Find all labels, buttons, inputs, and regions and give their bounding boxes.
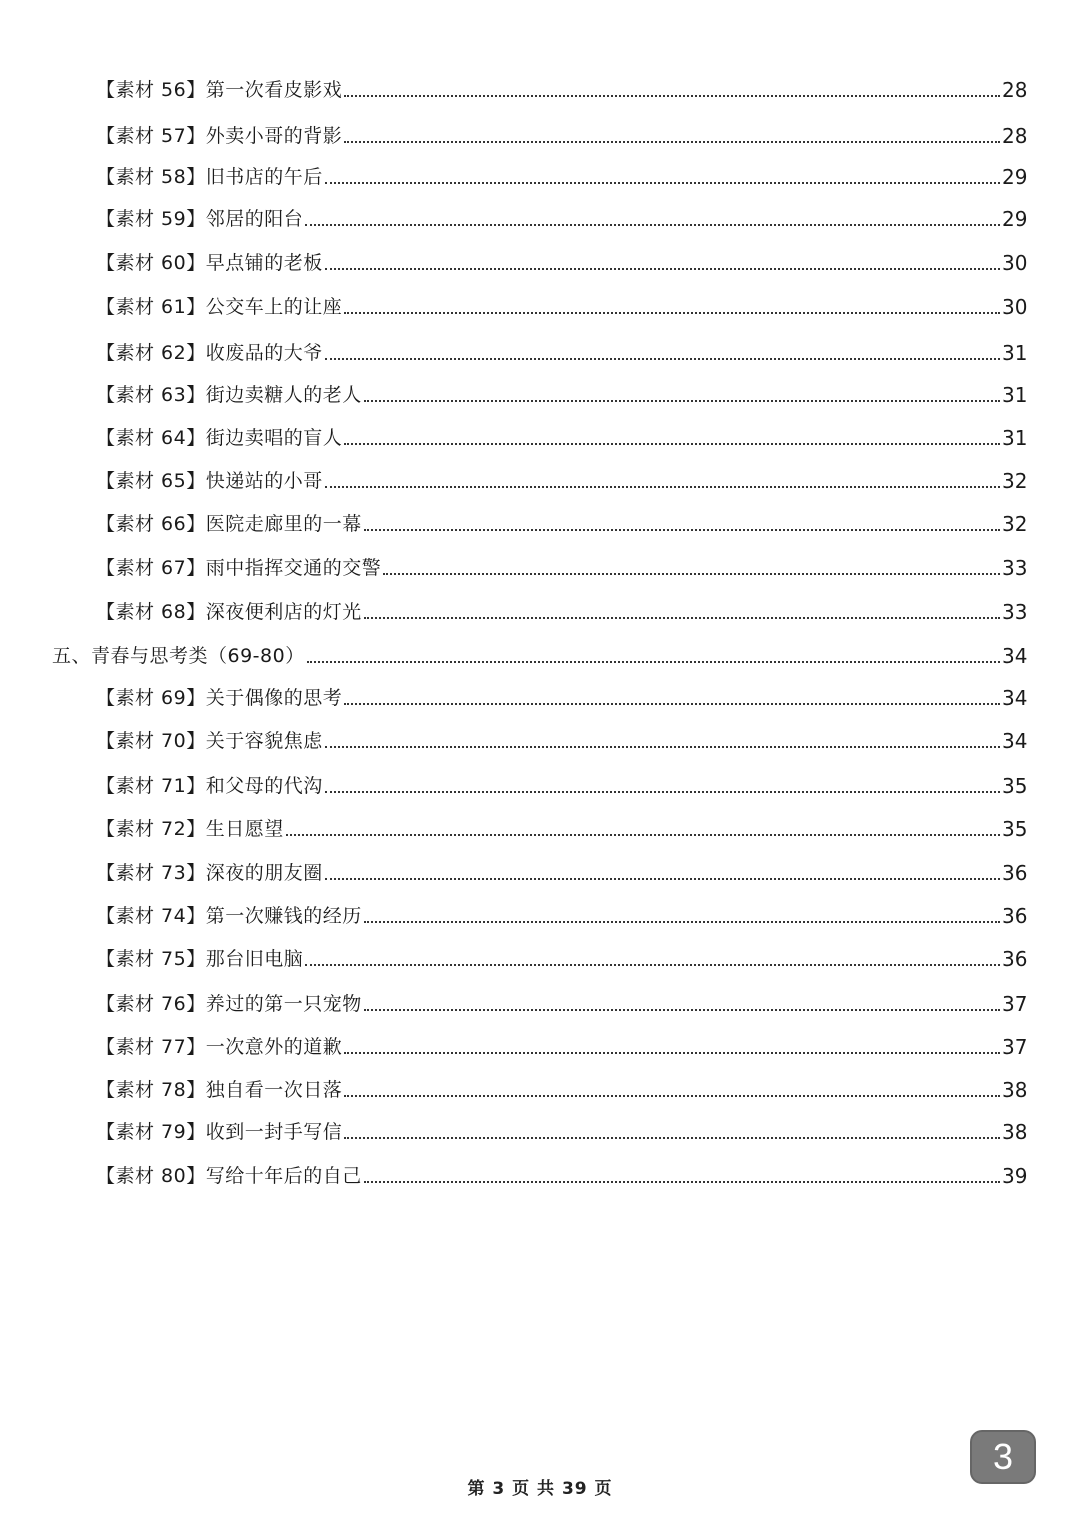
toc-entry-title: 【素材 69】关于偶像的思考: [96, 687, 343, 709]
dot-leader: [344, 311, 1000, 314]
toc-entry[interactable]: [0, 201, 1080, 231]
toc-entry-title: 【素材 67】雨中指挥交通的交警: [96, 557, 382, 579]
toc-entry[interactable]: [0, 463, 1080, 493]
toc-entry-title: 【素材 75】那台旧电脑: [96, 948, 304, 970]
toc-entry[interactable]: [0, 986, 1080, 1016]
toc-entry-title: 【素材 74】第一次赚钱的经历: [96, 905, 362, 927]
toc-page-number: 34: [1002, 686, 1028, 710]
dot-leader: [305, 223, 1000, 226]
dot-leader: [344, 1136, 1000, 1139]
dot-leader: [364, 528, 1000, 531]
dot-leader: [305, 963, 1000, 966]
toc-entry[interactable]: [0, 377, 1080, 407]
toc-entry-title: 【素材 71】和父母的代沟: [96, 775, 323, 797]
dot-leader: [325, 267, 1000, 270]
toc-entry-title: 【素材 80】写给十年后的自己: [96, 1165, 362, 1187]
dot-leader: [344, 1051, 1000, 1054]
dot-leader: [364, 1180, 1000, 1183]
toc-entry[interactable]: [0, 245, 1080, 275]
toc-entry-title: 【素材 57】外卖小哥的背影: [96, 125, 343, 147]
dot-leader: [344, 1094, 1000, 1097]
toc-entry[interactable]: [0, 811, 1080, 841]
toc-page-number: 37: [1002, 1035, 1028, 1059]
toc-entry-title: 【素材 79】收到一封手写信: [96, 1121, 343, 1143]
toc-entry[interactable]: [0, 768, 1080, 798]
toc-page-number: 37: [1002, 992, 1028, 1016]
dot-leader: [325, 745, 1000, 748]
toc-entry-title: 【素材 60】早点铺的老板: [96, 252, 323, 274]
toc-page-number: 36: [1002, 947, 1028, 971]
toc-entry[interactable]: [0, 1158, 1080, 1188]
toc-entry[interactable]: [0, 506, 1080, 536]
toc-page-number: 30: [1002, 251, 1028, 275]
dot-leader: [344, 702, 1000, 705]
toc-entry-title: 【素材 77】一次意外的道歉: [96, 1036, 343, 1058]
toc-page-number: 28: [1002, 78, 1028, 102]
toc-page-number: 31: [1002, 341, 1028, 365]
toc-page-number: 39: [1002, 1164, 1028, 1188]
toc-entry[interactable]: [0, 1029, 1080, 1059]
toc-entry-title: 【素材 66】医院走廊里的一幕: [96, 513, 362, 535]
page-footer: 第 3 页 共 39 页: [467, 1479, 613, 1499]
toc-entry[interactable]: [0, 118, 1080, 148]
toc-entry[interactable]: [0, 289, 1080, 319]
dot-leader: [325, 181, 1000, 184]
toc-entry[interactable]: [0, 723, 1080, 753]
toc-entry-title: 【素材 64】街边卖唱的盲人: [96, 427, 343, 449]
dot-leader: [344, 94, 1000, 97]
dot-leader: [364, 920, 1000, 923]
toc-page-number: 38: [1002, 1078, 1028, 1102]
toc-entry-title: 【素材 58】旧书店的午后: [96, 166, 323, 188]
toc-entry[interactable]: [0, 898, 1080, 928]
toc-entry[interactable]: [0, 594, 1080, 624]
toc-entry[interactable]: [0, 550, 1080, 580]
page-number-badge: 3: [970, 1430, 1036, 1484]
toc-entry[interactable]: [0, 72, 1080, 102]
toc-page-number: 31: [1002, 426, 1028, 450]
dot-leader: [364, 1008, 1000, 1011]
toc-page-number: 36: [1002, 904, 1028, 928]
toc-page-number: 30: [1002, 295, 1028, 319]
toc-page-number: 36: [1002, 861, 1028, 885]
toc-page-number: 33: [1002, 556, 1028, 580]
toc-entry[interactable]: [0, 941, 1080, 971]
dot-leader: [325, 790, 1000, 793]
toc-page-number: 31: [1002, 383, 1028, 407]
toc-page-number: 34: [1002, 644, 1028, 668]
toc-entry-title: 【素材 56】第一次看皮影戏: [96, 79, 343, 101]
toc-page-number: 33: [1002, 600, 1028, 624]
toc-page-number: 34: [1002, 729, 1028, 753]
toc-page-number: 35: [1002, 774, 1028, 798]
toc-entry-title: 【素材 62】收废品的大爷: [96, 342, 323, 364]
toc-page-number: 38: [1002, 1120, 1028, 1144]
dot-leader: [325, 877, 1000, 880]
dot-leader: [364, 399, 1000, 402]
dot-leader: [307, 660, 1000, 663]
dot-leader: [364, 616, 1000, 619]
toc-entry[interactable]: [0, 335, 1080, 365]
toc-entry-title: 【素材 70】关于容貌焦虑: [96, 730, 323, 752]
toc-entry[interactable]: [0, 680, 1080, 710]
toc-entry[interactable]: [0, 420, 1080, 450]
toc-page-number: 32: [1002, 469, 1028, 493]
dot-leader: [383, 572, 1000, 575]
toc-entry-title: 【素材 68】深夜便利店的灯光: [96, 601, 362, 623]
toc-page-number: 29: [1002, 207, 1028, 231]
toc-entry[interactable]: [0, 855, 1080, 885]
toc-entry-title: 【素材 76】养过的第一只宠物: [96, 993, 362, 1015]
toc-page-number: 29: [1002, 165, 1028, 189]
toc-entry-title: 【素材 72】生日愿望: [96, 818, 284, 840]
toc-entry-title: 【素材 73】深夜的朋友圈: [96, 862, 323, 884]
dot-leader: [325, 485, 1000, 488]
toc-entry-title: 【素材 65】快递站的小哥: [96, 470, 323, 492]
toc-section-heading[interactable]: [0, 638, 1080, 668]
toc-page-number: 28: [1002, 124, 1028, 148]
toc-page-number: 32: [1002, 512, 1028, 536]
toc-entry[interactable]: [0, 1072, 1080, 1102]
toc-entry-title: 【素材 61】公交车上的让座: [96, 296, 343, 318]
dot-leader: [325, 357, 1000, 360]
toc-section-title: 五、青春与思考类（69-80）: [52, 645, 305, 667]
toc-page-number: 35: [1002, 817, 1028, 841]
toc-entry-title: 【素材 63】街边卖糖人的老人: [96, 384, 362, 406]
toc-entry-title: 【素材 59】邻居的阳台: [96, 208, 304, 230]
dot-leader: [286, 833, 1000, 836]
toc-entry[interactable]: [0, 1114, 1080, 1144]
dot-leader: [344, 442, 1000, 445]
toc-entry-title: 【素材 78】独自看一次日落: [96, 1079, 343, 1101]
dot-leader: [344, 140, 1000, 143]
toc-entry[interactable]: [0, 159, 1080, 189]
